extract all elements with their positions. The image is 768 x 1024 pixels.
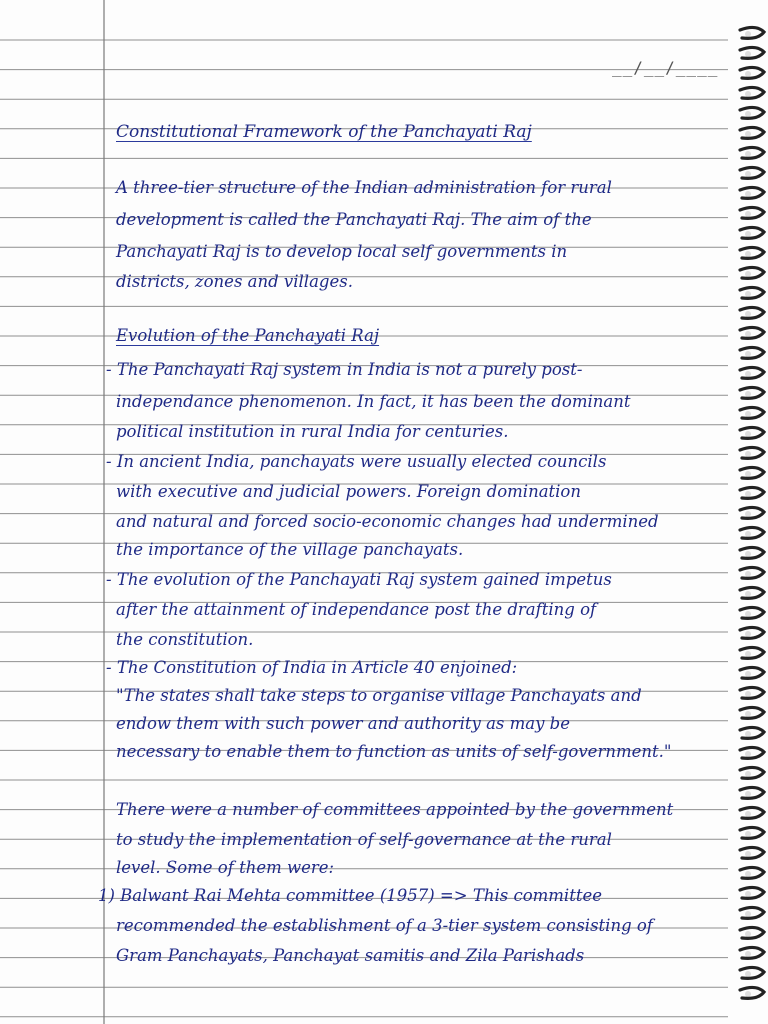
spiral-coil bbox=[740, 667, 764, 678]
binding-hole bbox=[745, 991, 751, 997]
spiral-coil bbox=[740, 247, 764, 258]
binding-hole bbox=[745, 591, 751, 597]
spiral-coil bbox=[740, 87, 764, 98]
spiral-coil bbox=[740, 547, 764, 558]
binding-hole bbox=[745, 371, 751, 377]
binding-hole bbox=[745, 191, 751, 197]
binding-hole bbox=[745, 891, 751, 897]
binding-hole bbox=[745, 751, 751, 757]
spiral-coil bbox=[740, 847, 764, 858]
spiral-coil bbox=[740, 947, 764, 958]
binding-hole bbox=[745, 771, 751, 777]
spiral-coil bbox=[740, 347, 764, 358]
intro-line: development is called the Panchayati Raj. The aim of the bbox=[116, 210, 592, 229]
spiral-coil bbox=[740, 307, 764, 318]
evolution-line: - The Constitution of India in Article 40 enjoined: bbox=[106, 658, 518, 677]
binding-hole bbox=[745, 911, 751, 917]
spiral-coil bbox=[740, 47, 764, 58]
committees-line: There were a number of committees appointed by the government bbox=[116, 800, 674, 819]
spiral-coil bbox=[740, 487, 764, 498]
spiral-coil bbox=[740, 587, 764, 598]
spiral-coil bbox=[740, 507, 764, 518]
section-heading: Evolution of the Panchayati Raj bbox=[116, 326, 380, 345]
binding-hole bbox=[745, 871, 751, 877]
spiral-coil bbox=[740, 807, 764, 818]
evolution-line: after the attainment of independance post the drafting of bbox=[116, 600, 597, 619]
evolution-line: necessary to enable them to function as units of self-government." bbox=[116, 742, 672, 761]
spiral-coil bbox=[740, 967, 764, 978]
spiral-coil bbox=[740, 907, 764, 918]
spiral-coil bbox=[740, 647, 764, 658]
binding-hole bbox=[745, 91, 751, 97]
spiral-coil bbox=[740, 607, 764, 618]
spiral-coil bbox=[740, 747, 764, 758]
spiral-coil bbox=[740, 447, 764, 458]
spiral-coil bbox=[740, 527, 764, 538]
spiral-coil bbox=[740, 687, 764, 698]
binding-hole bbox=[745, 131, 751, 137]
binding-hole bbox=[745, 211, 751, 217]
evolution-line: with executive and judicial powers. Foreign domination bbox=[116, 482, 581, 501]
committees-line: Gram Panchayats, Panchayat samitis and Zila Parishads bbox=[116, 946, 585, 965]
binding-hole bbox=[745, 431, 751, 437]
spiral-coil bbox=[740, 227, 764, 238]
binding-hole bbox=[745, 411, 751, 417]
spiral-coil bbox=[740, 147, 764, 158]
binding-hole bbox=[745, 51, 751, 57]
spiral-coil bbox=[740, 407, 764, 418]
spiral-coil bbox=[740, 987, 764, 998]
binding-hole bbox=[745, 971, 751, 977]
intro-line: districts, zones and villages. bbox=[116, 272, 353, 291]
binding-hole bbox=[745, 511, 751, 517]
binding-hole bbox=[745, 691, 751, 697]
spiral-coil bbox=[740, 67, 764, 78]
spiral-coil bbox=[740, 567, 764, 578]
evolution-line: the constitution. bbox=[116, 630, 254, 649]
binding-hole bbox=[745, 391, 751, 397]
binding-hole bbox=[745, 531, 751, 537]
binding-hole bbox=[745, 351, 751, 357]
intro-line: A three-tier structure of the Indian administration for rural bbox=[116, 178, 612, 197]
evolution-line: "The states shall take steps to organise village Panchayats and bbox=[116, 686, 642, 705]
committees-line: recommended the establishment of a 3-tier system consisting of bbox=[116, 916, 653, 935]
binding-hole bbox=[745, 631, 751, 637]
binding-hole bbox=[745, 811, 751, 817]
spiral-coil bbox=[740, 167, 764, 178]
committees-line: to study the implementation of self-governance at the rural bbox=[116, 830, 612, 849]
spiral-coil bbox=[740, 207, 764, 218]
spiral-coil bbox=[740, 467, 764, 478]
spiral-coil bbox=[740, 327, 764, 338]
binding-hole bbox=[745, 711, 751, 717]
spiral-coil bbox=[740, 867, 764, 878]
spiral-coil bbox=[740, 827, 764, 838]
binding-hole bbox=[745, 231, 751, 237]
binding-hole bbox=[745, 491, 751, 497]
spiral-coil bbox=[740, 107, 764, 118]
binding-hole bbox=[745, 791, 751, 797]
binding-hole bbox=[745, 671, 751, 677]
date-field: __/__/____ bbox=[612, 58, 719, 77]
evolution-line: endow them with such power and authority as may be bbox=[116, 714, 571, 733]
spiral-coil bbox=[740, 707, 764, 718]
binding-hole bbox=[745, 611, 751, 617]
binding-hole bbox=[745, 31, 751, 37]
spiral-coil bbox=[740, 887, 764, 898]
evolution-line: independance phenomenon. In fact, it has been the dominant bbox=[116, 392, 631, 411]
binding-hole bbox=[745, 831, 751, 837]
binding-hole bbox=[745, 151, 751, 157]
spiral-coil bbox=[740, 267, 764, 278]
committee-item: 1) Balwant Rai Mehta committee (1957) => This committee bbox=[98, 886, 602, 905]
binding-hole bbox=[745, 551, 751, 557]
spiral-coil bbox=[740, 287, 764, 298]
binding-hole bbox=[745, 111, 751, 117]
binding-hole bbox=[745, 571, 751, 577]
spiral-coil bbox=[740, 427, 764, 438]
binding-hole bbox=[745, 311, 751, 317]
evolution-line: and natural and forced socio-economic changes had undermined bbox=[116, 512, 659, 531]
spiral-coil bbox=[740, 367, 764, 378]
binding-hole bbox=[745, 331, 751, 337]
binding-hole bbox=[745, 731, 751, 737]
page-title: Constitutional Framework of the Panchayati Raj bbox=[116, 122, 532, 142]
spiral-coil bbox=[740, 927, 764, 938]
binding-hole bbox=[745, 291, 751, 297]
evolution-line: the importance of the village panchayats. bbox=[116, 540, 464, 559]
binding-hole bbox=[745, 851, 751, 857]
spiral-coil bbox=[740, 187, 764, 198]
spiral-coil bbox=[740, 727, 764, 738]
binding-hole bbox=[745, 71, 751, 77]
spiral-coil bbox=[740, 27, 764, 38]
evolution-line: - The evolution of the Panchayati Raj system gained impetus bbox=[106, 570, 612, 589]
binding-hole bbox=[745, 251, 751, 257]
intro-line: Panchayati Raj is to develop local self governments in bbox=[116, 242, 568, 261]
spiral-binding bbox=[728, 0, 768, 1024]
binding-hole bbox=[745, 271, 751, 277]
binding-hole bbox=[745, 171, 751, 177]
binding-hole bbox=[745, 931, 751, 937]
binding-hole bbox=[745, 471, 751, 477]
evolution-line: political institution in rural India for centuries. bbox=[116, 422, 509, 441]
spiral-coil bbox=[740, 127, 764, 138]
evolution-line: - The Panchayati Raj system in India is not a purely post- bbox=[106, 360, 583, 379]
spiral-coil bbox=[740, 767, 764, 778]
binding-hole bbox=[745, 951, 751, 957]
binding-hole bbox=[745, 651, 751, 657]
spiral-coil bbox=[740, 787, 764, 798]
spiral-coil bbox=[740, 627, 764, 638]
binding-hole bbox=[745, 451, 751, 457]
committees-line: level. Some of them were: bbox=[116, 858, 335, 877]
evolution-line: - In ancient India, panchayats were usually elected councils bbox=[106, 452, 607, 471]
spiral-coil bbox=[740, 387, 764, 398]
